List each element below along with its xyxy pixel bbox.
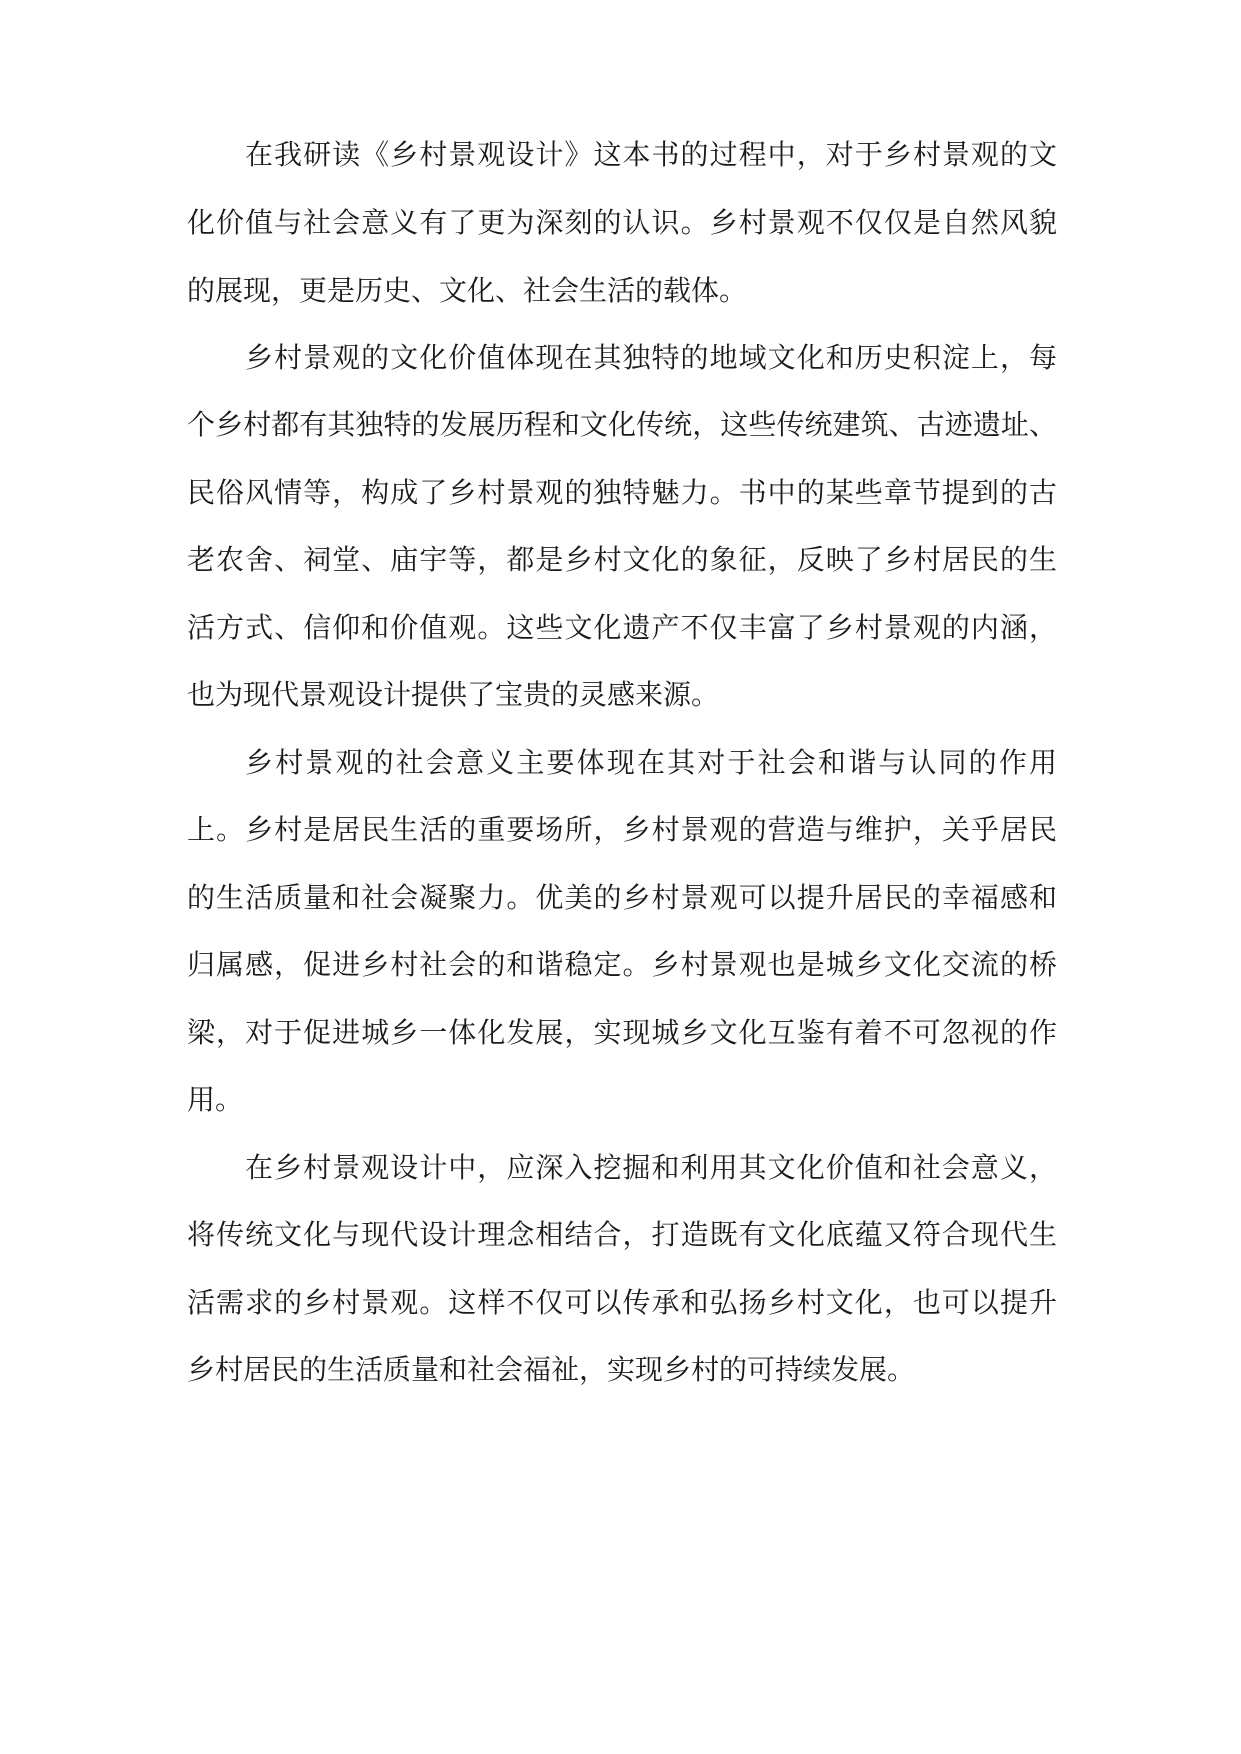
paragraph-3-line-6: 用。 [187,1083,244,1116]
paragraph-2-line-6: 也为现代景观设计提供了宝贵的灵感来源。 [187,678,720,711]
paragraph-4-line-1: 在乡村景观设计中，应深入挖掘和利用其文化价值和社会意义， [245,1151,1057,1184]
paragraph-2-line-5: 活方式、信仰和价值观。这些文化遗产不仅丰富了乡村景观的内涵， [187,611,1057,644]
paragraph-2-line-4: 老农舍、祠堂、庙宇等，都是乡村文化的象征，反映了乡村居民的生 [187,543,1057,576]
paragraph-2-line-2: 个乡村都有其独特的发展历程和文化传统，这些传统建筑、古迹遗址、 [187,408,1057,441]
paragraph-4-line-4: 乡村居民的生活质量和社会福祉，实现乡村的可持续发展。 [187,1353,916,1386]
paragraph-2-line-1: 乡村景观的文化价值体现在其独特的地域文化和历史积淀上，每 [245,341,1057,374]
paragraph-3-line-3: 的生活质量和社会凝聚力。优美的乡村景观可以提升居民的幸福感和 [187,881,1057,914]
paragraph-1-line-1: 在我研读《乡村景观设计》这本书的过程中，对于乡村景观的文 [245,138,1057,171]
paragraph-3-line-4: 归属感，促进乡村社会的和谐稳定。乡村景观也是城乡文化交流的桥 [187,948,1057,981]
paragraph-1-line-3: 的展现，更是历史、文化、社会生活的载体。 [187,274,748,307]
paragraph-3-line-2: 上。乡村是居民生活的重要场所，乡村景观的营造与维护，关乎居民 [187,813,1057,846]
paragraph-3-line-1: 乡村景观的社会意义主要体现在其对于社会和谐与认同的作用 [245,746,1057,779]
paragraph-4-line-2: 将传统文化与现代设计理念相结合，打造既有文化底蕴又符合现代生 [187,1218,1057,1251]
paragraph-1-line-2: 化价值与社会意义有了更为深刻的认识。乡村景观不仅仅是自然风貌 [187,206,1057,239]
paragraph-4-line-3: 活需求的乡村景观。这样不仅可以传承和弘扬乡村文化，也可以提升 [187,1286,1057,1319]
paragraph-3-line-5: 梁，对于促进城乡一体化发展，实现城乡文化互鉴有着不可忽视的作 [187,1016,1057,1049]
paragraph-2-line-3: 民俗风情等，构成了乡村景观的独特魅力。书中的某些章节提到的古 [187,476,1057,509]
